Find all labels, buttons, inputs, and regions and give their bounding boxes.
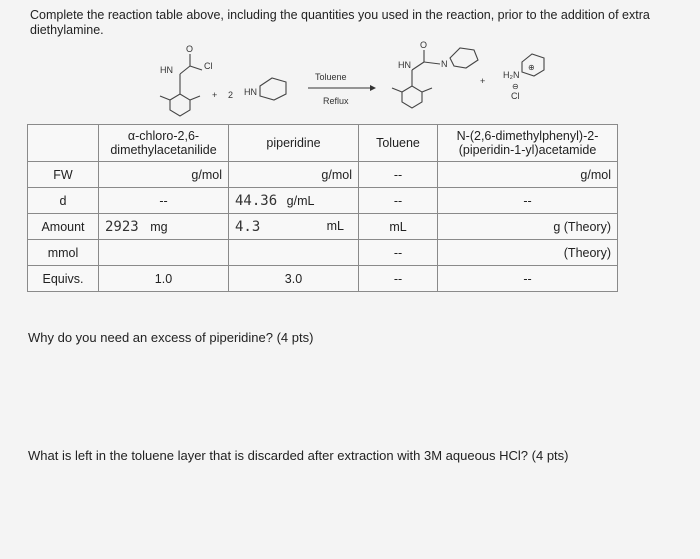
amount-toluene[interactable]: mL (359, 214, 438, 240)
d-piperidine-value: 44.36 (235, 192, 278, 209)
fw-reactant1[interactable]: g/mol (99, 162, 229, 188)
question-1: Why do you need an excess of piperidine? (4 pts) (28, 330, 314, 345)
reaction-scheme (140, 40, 580, 120)
d-product: -- (438, 188, 618, 214)
table-row-equivs (28, 266, 618, 292)
byproduct-negative-charge: ⊖ (512, 82, 519, 91)
reaction-arrowhead (370, 85, 376, 91)
product-oxygen-label: O (420, 40, 428, 50)
header-product-text: N-(2,6-dimethylphenyl)-2- (piperidin-1-yl)acetamide (456, 129, 599, 157)
table-row-mmol (28, 240, 618, 266)
mmol-reactant1[interactable] (99, 240, 229, 266)
solvent-label: Toluene (315, 72, 347, 82)
byproduct-positive-charge: ⊕ (528, 63, 535, 72)
row-label-mmol: mmol (28, 240, 99, 266)
header-empty (28, 125, 99, 162)
piperidine-structure (260, 78, 286, 100)
reactant-chloroacetanilide-structure (160, 54, 202, 116)
d-piperidine[interactable] (229, 188, 359, 214)
byproduct-h2n-label: H₂N (503, 70, 520, 80)
coefficient: 2 (228, 90, 234, 100)
equivs-piperidine[interactable]: 3.0 (229, 266, 359, 292)
mmol-toluene: -- (359, 240, 438, 266)
table-row-fw (28, 162, 618, 188)
row-label-equivs: Equivs. (28, 266, 99, 292)
byproduct-cl-label: Cl (511, 91, 520, 101)
amount-piperidine[interactable] (229, 214, 359, 240)
header-chloroacetanilide-text: α-chloro-2,6- dimethylacetanilide (110, 129, 217, 157)
product-nh-label: HN (398, 60, 411, 70)
reactant1-oxygen-label: O (186, 44, 194, 54)
header-product (438, 125, 618, 162)
fw-toluene: -- (359, 162, 438, 188)
reactant1-cl-label: Cl (204, 61, 213, 71)
condition-label: Reflux (323, 96, 349, 106)
piperidine-nh-label: HN (244, 87, 257, 97)
amount-piperidine-unit: mL (326, 218, 344, 233)
amount-piperidine-value: 4.3 (235, 218, 261, 235)
d-toluene: -- (359, 188, 438, 214)
fw-product[interactable]: g/mol (438, 162, 618, 188)
table-header-row (28, 125, 618, 162)
amount-reactant1-value: 2923 (105, 218, 139, 235)
reaction-table (27, 124, 618, 292)
header-piperidine (229, 125, 359, 162)
table-row-amount (28, 214, 618, 240)
fw-piperidine[interactable]: g/mol (229, 162, 359, 188)
d-reactant1: -- (99, 188, 229, 214)
product-structure (392, 48, 478, 108)
amount-reactant1-unit: mg (150, 219, 168, 234)
amount-reactant1[interactable] (99, 214, 229, 240)
instructions: Complete the reaction table above, including the quantities you used in the reaction, prior to the addition of extra diethylamine. (30, 8, 650, 37)
equivs-reactant1[interactable]: 1.0 (99, 266, 229, 292)
header-piperidine-text: piperidine (266, 136, 321, 150)
header-toluene (359, 125, 438, 162)
table-row-density (28, 188, 618, 214)
plus-sign-2: + (480, 76, 486, 86)
header-toluene-text: Toluene (376, 136, 420, 150)
amount-product[interactable]: g (Theory) (438, 214, 618, 240)
equivs-product: -- (438, 266, 618, 292)
equivs-toluene: -- (359, 266, 438, 292)
row-label-fw: FW (28, 162, 99, 188)
row-label-d: d (28, 188, 99, 214)
product-n-label: N (441, 59, 448, 69)
mmol-product[interactable]: (Theory) (438, 240, 618, 266)
reactant1-nh-label: HN (160, 65, 173, 75)
row-label-amount: Amount (28, 214, 99, 240)
d-piperidine-unit: g/mL (286, 193, 315, 208)
question-2: What is left in the toluene layer that is discarded after extraction with 3M aqueous HCl? (4 pts) (28, 448, 569, 463)
header-chloroacetanilide (99, 125, 229, 162)
plus-sign: + (212, 90, 218, 100)
mmol-piperidine[interactable] (229, 240, 359, 266)
